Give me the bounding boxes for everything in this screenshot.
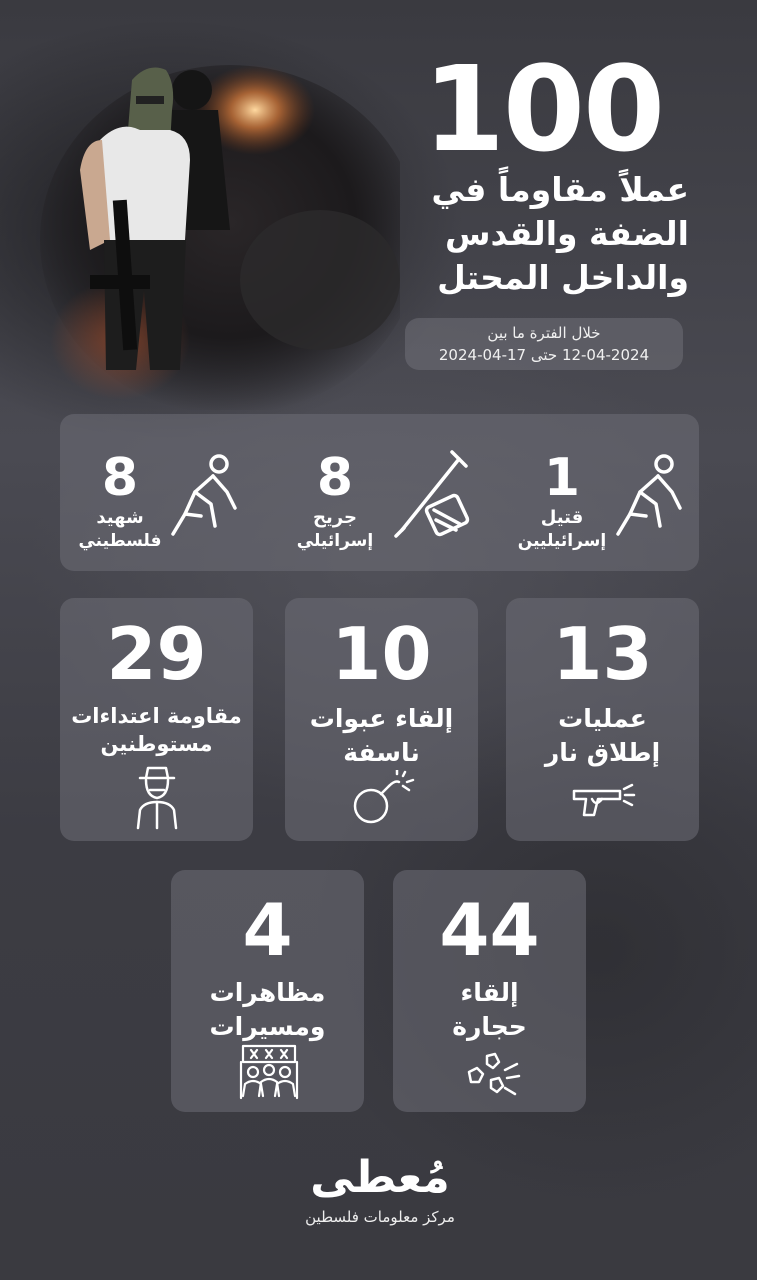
stat-number: 13 [552, 612, 653, 696]
stat-label-line-1: إلقاء عبوات [309, 704, 454, 733]
logo-name: مُعطى [310, 1152, 450, 1203]
stat-label-line-1: مظاهرات [209, 978, 326, 1007]
stat-label-line-1: شهيد [96, 507, 144, 528]
stat-label-line-2: حجارة [452, 1012, 527, 1041]
stat-israeli-killed [490, 414, 699, 571]
settler-icon [132, 766, 182, 830]
stat-label-line-2: مستوطنين [100, 732, 213, 756]
stat-label-line-2: إسرائيلي [296, 531, 374, 551]
stat-number: 4 [242, 888, 293, 972]
crutch-injured-icon [390, 446, 480, 546]
headline-number: 100 [422, 40, 664, 178]
stat-label-line-2: فلسطيني [78, 531, 162, 551]
casualties-panel [60, 414, 699, 571]
stat-label-line-2: إسرائيليين [517, 531, 607, 551]
stat-number: 44 [439, 888, 540, 972]
stat-number: 10 [331, 612, 432, 696]
headline-line-3: والداخل المحتل [437, 258, 689, 297]
period-range: 12-04-2024 حتى 17-04-2024 [438, 346, 650, 364]
stones-icon [461, 1050, 521, 1100]
logo-subtitle: مركز معلومات فلسطين [305, 1208, 455, 1226]
stat-israeli-injured [275, 414, 490, 571]
stat-label-line-2: ومسيرات [209, 1012, 326, 1041]
stat-label-line-1: عمليات [558, 704, 647, 733]
period-label: خلال الفترة ما بين [487, 324, 601, 342]
stat-number: 1 [543, 448, 581, 508]
bomb-icon [347, 770, 417, 830]
fallen-person-icon [165, 452, 245, 542]
stat-number: 29 [106, 612, 207, 696]
headline-line-1: عملاً مقاوماً في [431, 170, 689, 209]
gun-icon [568, 783, 638, 823]
fallen-person-icon [610, 452, 690, 542]
stat-label-line-2: إطلاق نار [544, 738, 661, 767]
stat-explosives [285, 598, 478, 841]
stat-settler-resistance [60, 598, 253, 841]
headline-line-2: الضفة والقدس [444, 214, 689, 253]
stat-label-line-1: قتيل [540, 507, 584, 528]
stat-stone-throwing [393, 870, 586, 1112]
period-badge [405, 318, 683, 370]
stat-number: 8 [316, 448, 354, 508]
stat-shootings [506, 598, 699, 841]
stat-label-line-2: ناسفة [343, 738, 420, 767]
stat-number: 8 [101, 448, 139, 508]
fighters-photo [40, 40, 400, 410]
stat-protests [171, 870, 364, 1112]
brand-logo [280, 1150, 480, 1226]
stat-label-line-1: مقاومة اعتداءات [71, 704, 242, 728]
stat-palestinian-martyrs [60, 414, 275, 571]
headline-block [389, 40, 689, 300]
stat-label-line-1: جريح [313, 507, 357, 528]
protest-crowd-icon [239, 1044, 299, 1100]
stat-label-line-1: إلقاء [460, 978, 519, 1007]
